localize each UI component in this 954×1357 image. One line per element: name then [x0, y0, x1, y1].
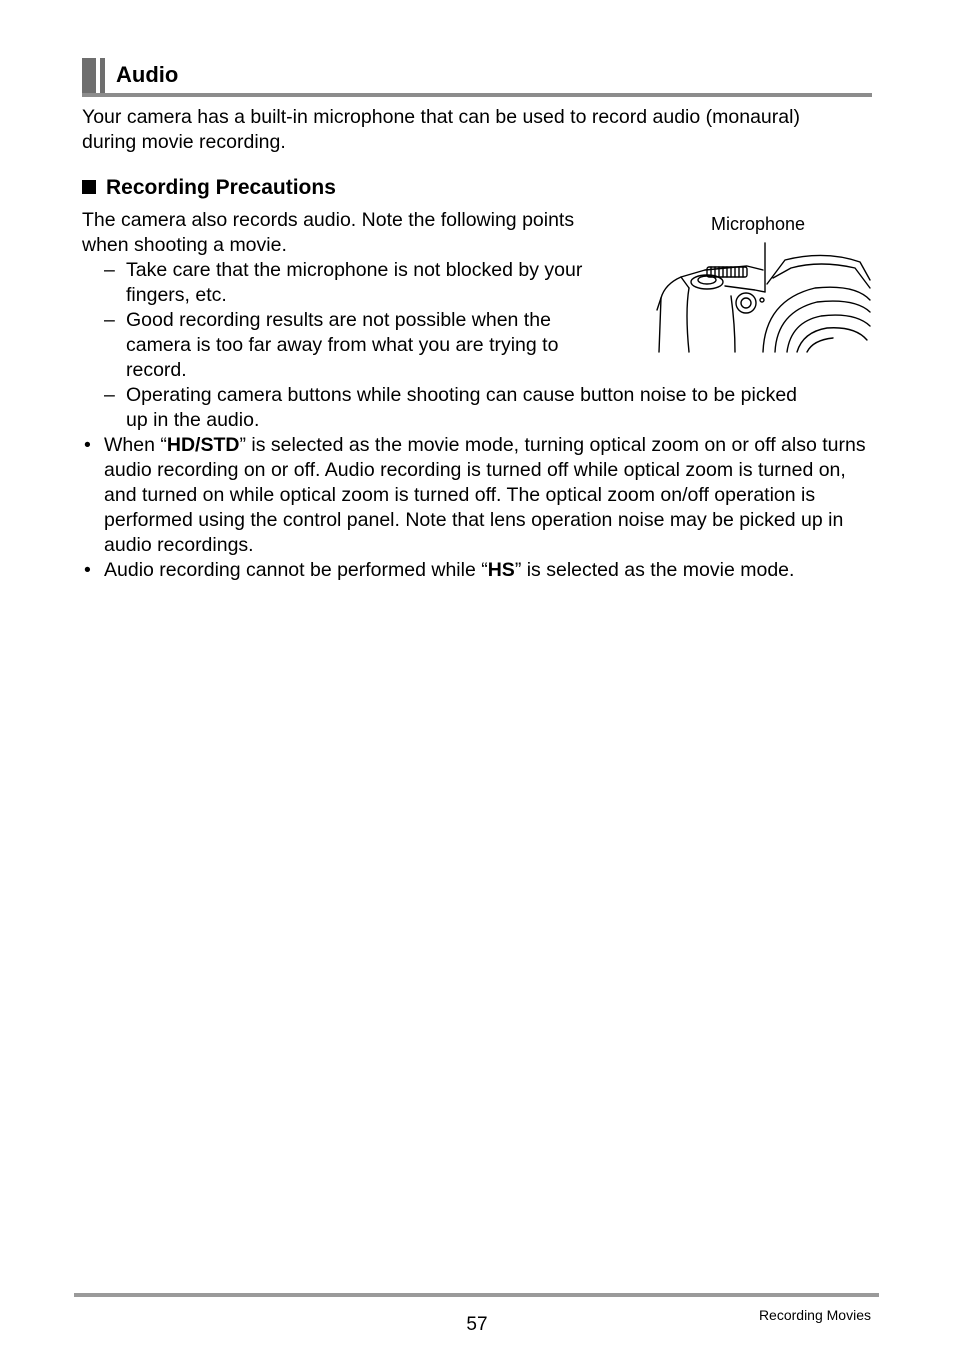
bullet-text: ” is selected as the movie mode. [514, 559, 795, 581]
subsection-title: Recording Precautions [106, 176, 336, 199]
square-bullet-icon [82, 180, 96, 194]
heading-underline [82, 93, 872, 97]
mode-name: HD/STD [166, 434, 240, 456]
bullet-item [104, 558, 874, 583]
heading-bar-thick [82, 58, 96, 96]
intro-line: Your camera has a built-in microphone that can be used to record audio (monaural) [82, 106, 800, 128]
bullet-text: When “ [104, 434, 167, 456]
dash-item-line: Good recording results are not possible when the [126, 309, 551, 331]
bullet-marker: • [84, 559, 91, 581]
dash-item-line: record. [126, 359, 187, 381]
footer-rule [74, 1293, 879, 1297]
intro-paragraph [82, 105, 800, 155]
bullet-text: ” is selected as the movie mode, turning optical zoom on or off also turns audio recording on or off. Audio recording is turned off while optical zoom is turned on, and turned on while optical zoom is turned off. The optical zoom on/off operation is performed using the control panel. Note that lens operation noise may be picked up in audio recordings. [104, 434, 866, 556]
intro-line: during movie recording. [82, 131, 286, 153]
bullet-item [104, 433, 874, 558]
dash-item [126, 258, 582, 308]
precautions-intro [82, 208, 574, 258]
dash-item [126, 308, 558, 383]
dash-marker: – [104, 384, 115, 406]
dash-item-line: up in the audio. [126, 409, 260, 431]
bullet-marker: • [84, 434, 91, 456]
dash-item-line: Operating camera buttons while shooting can cause button noise to be picked [126, 384, 798, 406]
page-number: 57 [466, 1314, 488, 1335]
dash-item-line: camera is too far away from what you are trying to [126, 334, 559, 356]
section-heading [82, 58, 872, 98]
microphone-label: Microphone [711, 214, 806, 234]
dash-marker: – [104, 309, 115, 331]
precautions-intro-line: when shooting a movie. [82, 234, 287, 256]
heading-bar-thin [100, 58, 105, 96]
precautions-intro-line: The camera also records audio. Note the following points [82, 209, 575, 231]
subsection-heading [82, 176, 336, 200]
mode-name: HS [487, 559, 515, 581]
dash-marker: – [104, 259, 115, 281]
section-title: Audio [116, 62, 179, 87]
footer-section-name: Recording Movies [758, 1307, 871, 1323]
bullet-text: Audio recording cannot be performed while “ [104, 559, 488, 581]
dash-item-line: fingers, etc. [126, 284, 227, 306]
dash-item [126, 383, 797, 433]
camera-illustration [655, 240, 875, 355]
dash-item-line: Take care that the microphone is not blocked by your [126, 259, 583, 281]
